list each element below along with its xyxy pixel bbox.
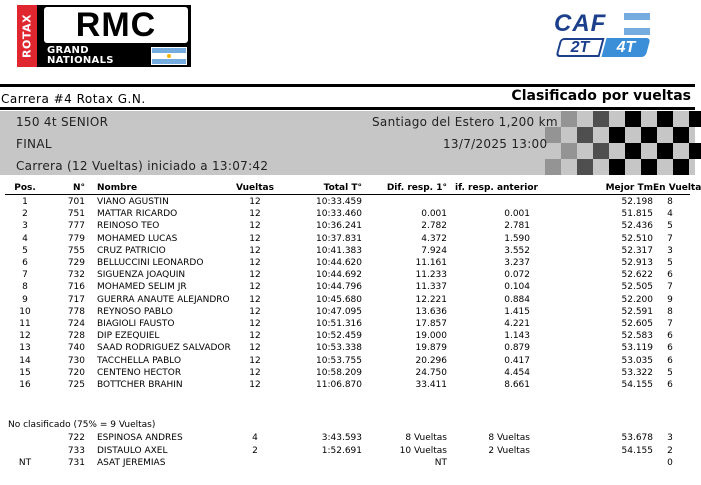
table-row (0, 432, 695, 444)
cell-in-lap: 9 (667, 294, 673, 305)
cell-in-lap: 8 (667, 197, 673, 207)
cell-laps: 12 (249, 209, 261, 220)
table-row (0, 355, 695, 367)
rmc-text: RMC (44, 7, 188, 43)
table-row (0, 196, 695, 208)
cell-laps: 12 (249, 343, 261, 354)
table-row (0, 245, 695, 257)
cell-best: 52.505 (621, 282, 653, 293)
cell-name: BELLUCCINI LEONARDO (97, 258, 204, 268)
caf-4t-text: 4T (616, 39, 636, 56)
cell-laps: 12 (249, 380, 261, 390)
cell-best: 52.591 (621, 306, 653, 317)
checker-square (561, 111, 577, 127)
col-name: Nombre (97, 183, 138, 193)
cell-name: TACCHELLA PABLO (97, 355, 182, 366)
table-row (0, 257, 695, 269)
cell-laps: 12 (249, 221, 261, 232)
cell-num: 701 (67, 197, 85, 207)
caf-logo (552, 11, 652, 59)
cell-pos: 3 (22, 221, 28, 232)
checker-square (689, 143, 701, 159)
cell-name: BOTTCHER BRAHIN (97, 380, 183, 390)
cell-diff-prev: 2 Vueltas (488, 445, 530, 456)
cell-total: 10:51.316 (316, 319, 362, 329)
cell-in-lap: 0 (667, 458, 673, 468)
category: 150 4t SENIOR (16, 115, 109, 129)
header-divider (5, 194, 690, 195)
cell-name: SIGUENZA JOAQUIN (97, 270, 186, 281)
checker-square (641, 127, 657, 143)
cell-total: 10:44.620 (316, 258, 362, 268)
cell-num: 717 (67, 294, 85, 305)
cell-in-lap: 5 (667, 367, 673, 378)
cell-diff-first: 24.750 (415, 367, 447, 378)
cell-in-lap: 6 (667, 343, 673, 354)
cell-diff-first: 12.221 (415, 294, 447, 305)
cell-pos: 14 (19, 355, 31, 366)
cell-total: 10:58.209 (316, 367, 362, 378)
checker-square (577, 159, 593, 175)
cell-best: 52.198 (621, 197, 653, 207)
cell-diff-first: 10 Vueltas (399, 445, 447, 456)
cell-num: 729 (67, 258, 85, 268)
rmc-rotax-logo (17, 5, 191, 67)
cell-name: ESPINOSA ANDRES (97, 433, 183, 443)
cell-diff-first: 13.636 (415, 306, 447, 317)
table-row (0, 294, 695, 306)
cell-num: 740 (67, 343, 85, 354)
checker-square (593, 143, 609, 159)
cell-diff-prev: 0.417 (504, 355, 530, 366)
cell-name: DIP EZEQUIEL (97, 331, 160, 342)
checker-square (689, 111, 701, 127)
cell-best: 53.678 (621, 433, 653, 443)
table-row (0, 379, 695, 391)
cell-in-lap: 5 (667, 258, 673, 268)
cell-best: 52.200 (621, 294, 653, 305)
rotax-band (17, 5, 37, 67)
cell-laps: 12 (249, 294, 261, 305)
cell-total: 10:36.241 (316, 221, 362, 232)
table-row (0, 367, 695, 379)
cell-diff-first: 20.296 (415, 355, 447, 366)
table-row (0, 318, 695, 330)
col-diff-first: Dif. resp. 1° (386, 183, 447, 193)
caf-2t-text: 2T (570, 39, 590, 56)
col-in-lap: En Vuelta (653, 183, 701, 193)
checker-square (657, 143, 673, 159)
cell-num: 778 (67, 306, 85, 317)
cell-laps: 12 (249, 233, 261, 244)
cell-in-lap: 6 (667, 355, 673, 366)
col-diff-prev: if. resp. anterior (455, 183, 538, 193)
cell-num: 724 (67, 319, 85, 329)
cell-laps: 12 (249, 282, 261, 293)
cell-pos: 11 (19, 319, 31, 329)
cell-best: 52.510 (621, 233, 653, 244)
cell-diff-prev: 0.072 (504, 270, 530, 281)
table-row (0, 281, 695, 293)
cell-total: 10:53.338 (316, 343, 362, 354)
cell-name: MOHAMED LUCAS (97, 233, 178, 244)
cell-pos: 15 (19, 367, 31, 378)
cell-laps: 12 (249, 319, 261, 329)
cell-total: 10:37.831 (316, 233, 362, 244)
cell-laps: 12 (249, 355, 261, 366)
cell-name: BIAGIOLI FAUSTO (97, 319, 175, 329)
cell-in-lap: 2 (667, 445, 673, 456)
nationals-text: NATIONALS (47, 55, 114, 66)
cell-num: 730 (67, 355, 85, 366)
cell-best: 52.436 (621, 221, 653, 232)
cell-total: 10:33.459 (316, 197, 362, 207)
cell-diff-prev: 0.001 (504, 209, 530, 220)
cell-in-lap: 4 (667, 209, 673, 220)
cell-total: 10:44.796 (316, 282, 362, 293)
cell-in-lap: 3 (667, 433, 673, 443)
cell-diff-prev: 0.104 (504, 282, 530, 293)
table-row (0, 233, 695, 245)
cell-num: 728 (67, 331, 85, 342)
cell-pos: 6 (22, 258, 28, 268)
cell-pos: 1 (22, 197, 28, 207)
col-num: N° (72, 183, 85, 193)
cell-pos: 7 (22, 270, 28, 281)
cell-in-lap: 5 (667, 221, 673, 232)
cell-diff-prev: 3.552 (504, 245, 530, 256)
cell-diff-prev: 4.221 (504, 319, 530, 329)
session: FINAL (16, 137, 52, 151)
cell-name: REINOSO TEO (97, 221, 160, 232)
argentina-flag-icon (151, 47, 187, 65)
cell-in-lap: 8 (667, 306, 673, 317)
race-title: Carrera #4 Rotax G.N. (1, 92, 146, 106)
cell-in-lap: 7 (667, 233, 673, 244)
argentina-flag-icon (624, 13, 650, 35)
cell-num: 733 (67, 445, 85, 456)
table-row (0, 208, 695, 220)
session-info-box (0, 111, 695, 175)
cell-laps: 12 (249, 306, 261, 317)
cell-best: 53.322 (621, 367, 653, 378)
cell-diff-first: 7.924 (421, 245, 447, 256)
cell-diff-first: NT (434, 458, 447, 468)
cell-best: 54.155 (621, 445, 653, 456)
col-best: Mejor Tm (605, 183, 653, 193)
cell-diff-prev: 4.454 (504, 367, 530, 378)
caf-text: CAF (554, 10, 607, 37)
cell-in-lap: 6 (667, 331, 673, 342)
cell-in-lap: 6 (667, 270, 673, 281)
cell-best: 52.622 (621, 270, 653, 281)
cell-in-lap: 3 (667, 245, 673, 256)
cell-laps: 12 (249, 270, 261, 281)
not-classified-label: No clasificado (75% = 9 Vueltas) (8, 420, 156, 430)
table-row (0, 306, 695, 318)
header-bottom-rule (0, 107, 695, 110)
table-row (0, 220, 695, 232)
cell-num: 720 (67, 367, 85, 378)
cell-name: GUERRA ANAUTE ALEJANDRO (97, 294, 230, 305)
cell-in-lap: 7 (667, 319, 673, 329)
cell-diff-prev: 8 Vueltas (488, 433, 530, 443)
cell-laps: 12 (249, 197, 261, 207)
table-row (0, 342, 695, 354)
cell-total: 10:53.755 (316, 355, 362, 366)
cell-diff-first: 11.161 (415, 258, 447, 268)
header-top-rule (0, 84, 695, 87)
cell-name: REYNOSO PABLO (97, 306, 173, 317)
date-time: 13/7/2025 13:00 (443, 137, 548, 151)
cell-total: 11:06.870 (316, 380, 362, 390)
cell-best: 52.913 (621, 258, 653, 268)
checker-square (625, 143, 641, 159)
table-row (0, 269, 695, 281)
cell-num: 779 (67, 233, 85, 244)
cell-best: 52.605 (621, 319, 653, 329)
cell-diff-prev: 0.884 (504, 294, 530, 305)
cell-pos: 9 (22, 294, 28, 305)
cell-diff-first: 19.879 (415, 343, 447, 354)
cell-name: VIANO AGUSTIN (97, 197, 169, 207)
checker-square (609, 127, 625, 143)
cell-diff-first: 8 Vueltas (405, 433, 447, 443)
cell-name: SAAD RODRIGUEZ SALVADOR (97, 343, 231, 354)
cell-pos: NT (18, 458, 32, 468)
cell-laps: 2 (252, 445, 258, 456)
cell-num: 722 (67, 433, 85, 443)
cell-num: 777 (67, 221, 85, 232)
cell-diff-prev: 1.590 (504, 233, 530, 244)
cell-name: CENTENO HECTOR (97, 367, 182, 378)
checker-square (673, 127, 689, 143)
cell-best: 54.155 (621, 380, 653, 390)
start-info: Carrera (12 Vueltas) iniciado a 13:07:42 (16, 159, 269, 173)
cell-diff-prev: 0.879 (504, 343, 530, 354)
checker-square (609, 159, 625, 175)
cell-laps: 12 (249, 331, 261, 342)
cell-pos: 16 (19, 380, 31, 390)
cell-pos: 10 (19, 306, 31, 317)
cell-diff-prev: 1.415 (504, 306, 530, 317)
cell-diff-first: 2.782 (421, 221, 447, 232)
cell-diff-prev: 8.661 (504, 380, 530, 390)
cell-total: 10:45.680 (316, 294, 362, 305)
checker-square (673, 159, 689, 175)
cell-num: 731 (67, 458, 85, 468)
rotax-text: ROTAX (20, 14, 34, 58)
cell-total: 1:52.691 (321, 445, 362, 456)
cell-pos: 4 (22, 233, 28, 244)
table-row (0, 457, 695, 469)
cell-best: 53.035 (621, 355, 653, 366)
table-row (0, 330, 695, 342)
cell-diff-first: 17.857 (415, 319, 447, 329)
cell-best: 52.317 (621, 245, 653, 256)
cell-name: DISTAULO AXEL (97, 445, 168, 456)
cell-best: 52.583 (621, 331, 653, 342)
cell-name: MATTAR RICARDO (97, 209, 178, 220)
cell-best: 53.119 (621, 343, 653, 354)
col-pos: Pos. (14, 183, 36, 193)
checker-square (545, 159, 561, 175)
cell-name: CRUZ PATRICIO (97, 245, 166, 256)
cell-laps: 12 (249, 367, 261, 378)
cell-num: 751 (67, 209, 85, 220)
cell-pos: 13 (19, 343, 31, 354)
cell-total: 10:33.460 (316, 209, 362, 220)
cell-laps: 12 (249, 245, 261, 256)
cell-name: MOHAMED SELIM JR (97, 282, 187, 293)
cell-num: 732 (67, 270, 85, 281)
cell-num: 755 (67, 245, 85, 256)
checker-square (593, 111, 609, 127)
col-total: Total T° (323, 183, 362, 193)
cell-diff-prev: 1.143 (504, 331, 530, 342)
cell-total: 3:43.593 (321, 433, 362, 443)
cell-diff-prev: 3.237 (504, 258, 530, 268)
cell-diff-first: 11.233 (415, 270, 447, 281)
cell-pos: 5 (22, 245, 28, 256)
cell-in-lap: 7 (667, 282, 673, 293)
cell-name: ASAT JEREMIAS (97, 458, 166, 468)
cell-diff-first: 19.000 (415, 331, 447, 342)
results-table-header (0, 182, 701, 194)
cell-diff-prev: 2.781 (504, 221, 530, 232)
grand-text: GRAND (47, 45, 89, 56)
cell-num: 716 (67, 282, 85, 293)
cell-pos: 2 (22, 209, 28, 220)
cell-diff-first: 11.337 (415, 282, 447, 293)
cell-diff-first: 0.001 (421, 209, 447, 220)
cell-diff-first: 4.372 (421, 233, 447, 244)
cell-total: 10:47.095 (316, 306, 362, 317)
checker-square (641, 159, 657, 175)
cell-total: 10:52.459 (316, 331, 362, 342)
cell-best: 51.815 (621, 209, 653, 220)
cell-total: 10:44.692 (316, 270, 362, 281)
classification-type: Clasificado por vueltas (511, 88, 691, 104)
cell-pos: 12 (19, 331, 31, 342)
circuit: Santiago del Estero 1,200 km (372, 115, 558, 129)
cell-diff-first: 33.411 (415, 380, 447, 390)
cell-laps: 12 (249, 258, 261, 268)
checkered-flag-pattern (545, 111, 695, 175)
checker-square (657, 111, 673, 127)
cell-in-lap: 6 (667, 380, 673, 390)
cell-pos: 8 (22, 282, 28, 293)
cell-num: 725 (67, 380, 85, 390)
cell-total: 10:41.383 (316, 245, 362, 256)
cell-laps: 4 (252, 433, 258, 443)
checker-square (561, 143, 577, 159)
table-row (0, 445, 695, 457)
col-laps: Vueltas (236, 183, 274, 193)
checker-square (625, 111, 641, 127)
checker-square (577, 127, 593, 143)
